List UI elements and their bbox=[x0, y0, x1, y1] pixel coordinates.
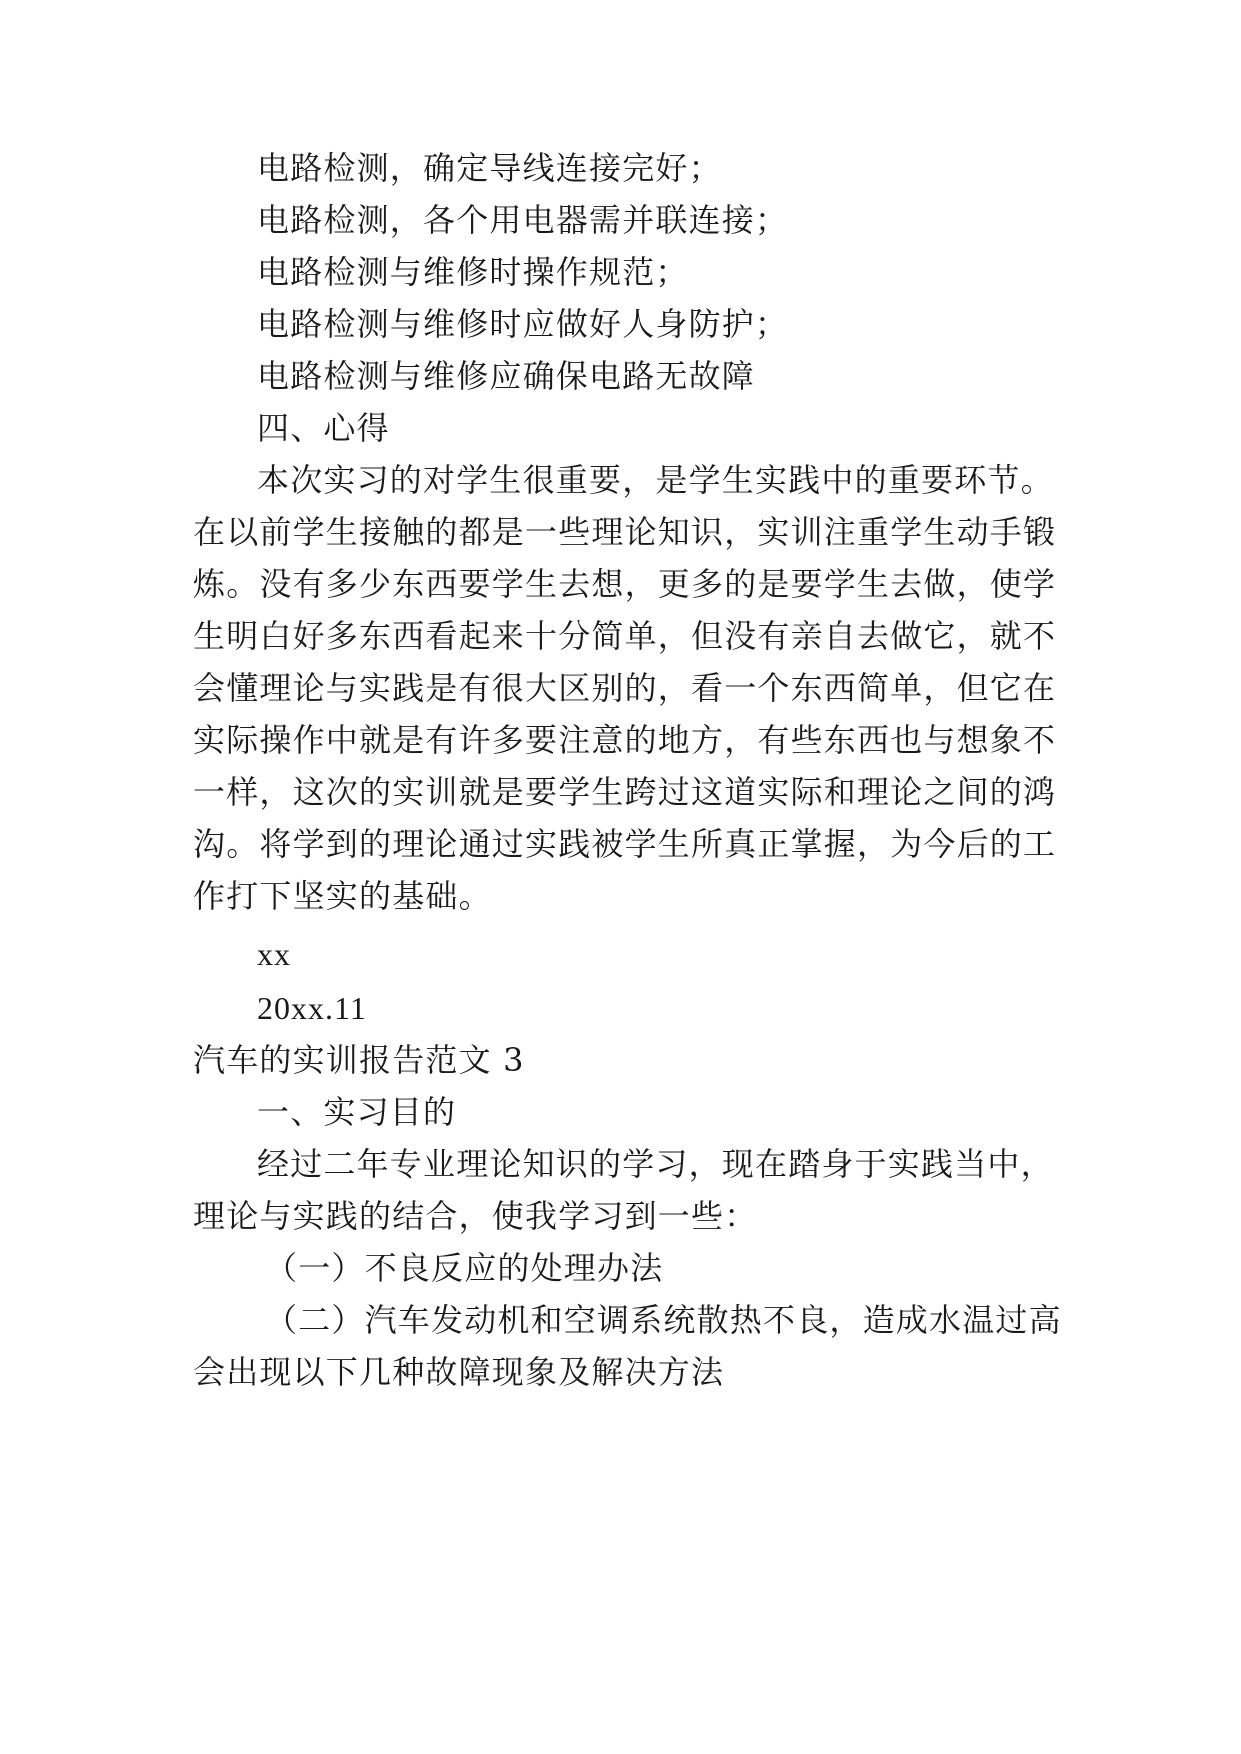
paragraph-line: 一样，这次的实训就是要学生跨过这道实际和理论之间的鸿 bbox=[193, 773, 1057, 811]
paragraph-line: 实际操作中就是有许多要注意的地方，有些东西也与想象不 bbox=[193, 721, 1057, 759]
signature-name: xx bbox=[257, 936, 291, 972]
list-item-wiring-check: 电路检测，确定导线连接完好； bbox=[257, 149, 722, 187]
list-item-operation-standard: 电路检测与维修时操作规范； bbox=[257, 253, 689, 291]
list-item-parallel-connection: 电路检测，各个用电器需并联连接； bbox=[257, 201, 789, 239]
paragraph-line: 在以前学生接触的都是一些理论知识，实训注重学生动手锻 bbox=[193, 513, 1057, 551]
list-item-no-fault: 电路检测与维修应确保电路无故障 bbox=[257, 357, 756, 395]
signature-date: 20xx.11 bbox=[257, 990, 367, 1026]
paragraph-line: 经过二年专业理论知识的学习，现在踏身于实践当中， bbox=[257, 1145, 1054, 1183]
subsection-heading-2: （二）汽车发动机和空调系统散热不良，造成水温过高 bbox=[265, 1301, 1062, 1339]
paragraph-line: 本次实习的对学生很重要，是学生实践中的重要环节。 bbox=[257, 461, 1054, 499]
paragraph-line: 生明白好多东西看起来十分简单，但没有亲自去做它，就不 bbox=[193, 617, 1057, 655]
subsection-heading-1: （一）不良反应的处理办法 bbox=[265, 1249, 664, 1287]
paragraph-line: 作打下坚实的基础。 bbox=[193, 877, 492, 915]
paragraph-line: 炼。没有多少东西要学生去想，更多的是要学生去做，使学 bbox=[193, 565, 1057, 603]
paragraph-line: 会出现以下几种故障现象及解决方法 bbox=[193, 1353, 725, 1391]
list-item-personal-protection: 电路检测与维修时应做好人身防护； bbox=[257, 305, 789, 343]
section-heading-purpose: 一、实习目的 bbox=[257, 1093, 457, 1131]
paragraph-line: 理论与实践的结合，使我学习到一些： bbox=[193, 1197, 758, 1235]
section-heading-reflection: 四、心得 bbox=[257, 409, 390, 447]
document-title: 汽车的实训报告范文 3 bbox=[193, 1041, 525, 1079]
paragraph-line: 沟。将学到的理论通过实践被学生所真正掌握，为今后的工 bbox=[193, 825, 1057, 863]
paragraph-line: 会懂理论与实践是有很大区别的，看一个东西简单，但它在 bbox=[193, 669, 1057, 707]
